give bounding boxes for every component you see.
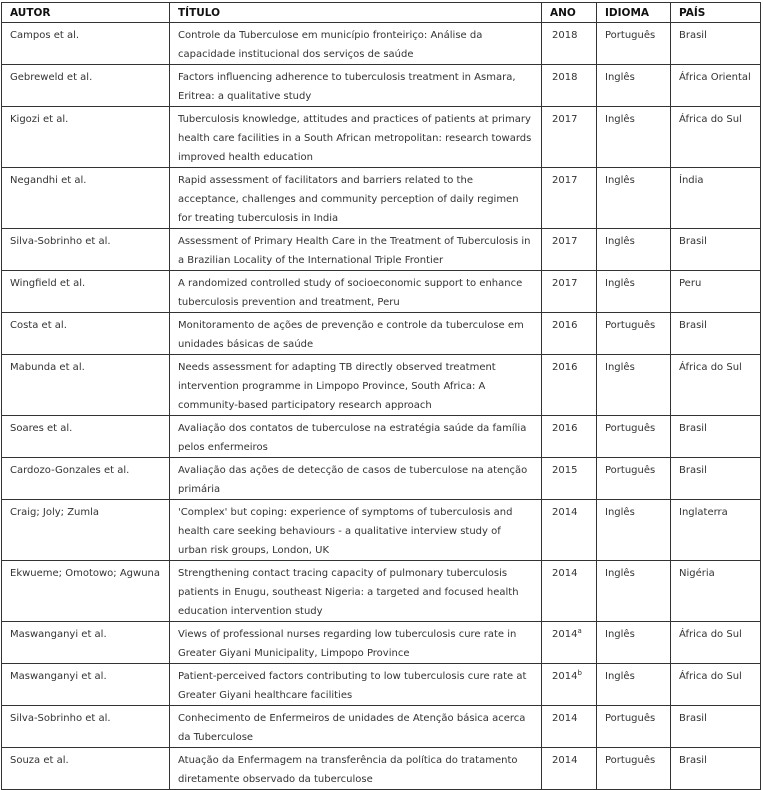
cell-titulo: Monitoramento de ações de prevenção e controle da tuberculose em unidades básicas de saúde: [170, 313, 542, 355]
cell-ano: [542, 500, 597, 561]
cell-titulo: 'Complex' but coping: experience of symptoms of tuberculosis and health care seeking behaviours - a qualitative interview study of urban risk groups, London, UK: [170, 500, 542, 561]
cell-idioma: Português: [597, 313, 671, 355]
cell-pais: Brasil: [671, 748, 761, 790]
cell-ano: [542, 271, 597, 313]
cell-titulo: Tuberculosis knowledge, attitudes and practices of patients at primary health care facilities in a South African metropolitan: research towards improved health education: [170, 107, 542, 168]
year-value: 2014: [552, 507, 578, 518]
table-row: [2, 65, 761, 107]
year-footnote-marker: b: [577, 669, 582, 677]
cell-idioma: Português: [597, 23, 671, 65]
cell-autor: Costa et al.: [2, 313, 170, 355]
table-row: [2, 107, 761, 168]
cell-autor: Ekwueme; Omotowo; Agwuna: [2, 561, 170, 622]
cell-ano: [542, 23, 597, 65]
cell-autor: Negandhi et al.: [2, 168, 170, 229]
cell-idioma: Inglês: [597, 561, 671, 622]
cell-ano: [542, 416, 597, 458]
cell-ano: [542, 561, 597, 622]
table-row: [2, 561, 761, 622]
cell-titulo: Atuação da Enfermagem na transferência da política do tratamento diretamente observado da tuberculose: [170, 748, 542, 790]
cell-idioma: Inglês: [597, 664, 671, 706]
cell-autor: Cardozo-Gonzales et al.: [2, 458, 170, 500]
cell-pais: Brasil: [671, 313, 761, 355]
cell-pais: Brasil: [671, 706, 761, 748]
cell-idioma: Português: [597, 706, 671, 748]
cell-titulo: Views of professional nurses regarding low tuberculosis cure rate in Greater Giyani Municipality, Limpopo Province: [170, 622, 542, 664]
cell-titulo: Controle da Tuberculose em município fronteiriço: Análise da capacidade institucional dos serviços de saúde: [170, 23, 542, 65]
cell-autor: Maswanganyi et al.: [2, 622, 170, 664]
table-row: [2, 23, 761, 65]
year-value: 2015: [552, 465, 578, 476]
table-row: [2, 168, 761, 229]
table-row: [2, 229, 761, 271]
year-value: 2014: [552, 671, 578, 682]
cell-ano: [542, 355, 597, 416]
cell-pais: Inglaterra: [671, 500, 761, 561]
cell-autor: Mabunda et al.: [2, 355, 170, 416]
table-row: [2, 748, 761, 790]
table-row: [2, 622, 761, 664]
cell-idioma: Inglês: [597, 355, 671, 416]
table-row: [2, 664, 761, 706]
cell-ano: [542, 107, 597, 168]
table-row: [2, 500, 761, 561]
header-ano: ANO: [542, 3, 597, 23]
cell-autor: Silva-Sobrinho et al.: [2, 229, 170, 271]
cell-autor: Kigozi et al.: [2, 107, 170, 168]
cell-titulo: Factors influencing adherence to tuberculosis treatment in Asmara, Eritrea: a qualitative study: [170, 65, 542, 107]
cell-ano: [542, 706, 597, 748]
year-value: 2017: [552, 278, 578, 289]
cell-pais: Nigéria: [671, 561, 761, 622]
cell-titulo: Conhecimento de Enfermeiros de unidades de Atenção básica acerca da Tuberculose: [170, 706, 542, 748]
studies-table: [1, 2, 761, 790]
cell-autor: Craig; Joly; Zumla: [2, 500, 170, 561]
cell-pais: África do Sul: [671, 664, 761, 706]
year-value: 2017: [552, 236, 578, 247]
cell-autor: Maswanganyi et al.: [2, 664, 170, 706]
year-value: 2018: [552, 30, 578, 41]
year-value: 2016: [552, 423, 578, 434]
cell-titulo: Avaliação dos contatos de tuberculose na estratégia saúde da família pelos enfermeiros: [170, 416, 542, 458]
year-value: 2014: [552, 568, 578, 579]
cell-idioma: Inglês: [597, 65, 671, 107]
cell-idioma: Inglês: [597, 271, 671, 313]
year-value: 2016: [552, 320, 578, 331]
year-value: 2017: [552, 175, 578, 186]
year-value: 2018: [552, 72, 578, 83]
cell-ano: [542, 313, 597, 355]
table-row: [2, 355, 761, 416]
cell-autor: Soares et al.: [2, 416, 170, 458]
cell-pais: Brasil: [671, 416, 761, 458]
cell-pais: Peru: [671, 271, 761, 313]
table-row: [2, 416, 761, 458]
cell-ano: [542, 622, 597, 664]
year-value: 2016: [552, 362, 578, 373]
year-value: 2014: [552, 629, 578, 640]
cell-ano: [542, 664, 597, 706]
header-idioma: IDIOMA: [597, 3, 671, 23]
cell-titulo: Strengthening contact tracing capacity of pulmonary tuberculosis patients in Enugu, southeast Nigeria: a targeted and focused health education intervention study: [170, 561, 542, 622]
table-row: [2, 458, 761, 500]
year-value: 2017: [552, 114, 578, 125]
cell-idioma: Português: [597, 748, 671, 790]
header-pais: PAÍS: [671, 3, 761, 23]
cell-ano: [542, 229, 597, 271]
cell-titulo: Assessment of Primary Health Care in the Treatment of Tuberculosis in a Brazilian Locality of the International Triple Frontier: [170, 229, 542, 271]
cell-ano: [542, 458, 597, 500]
cell-idioma: Português: [597, 458, 671, 500]
cell-pais: África do Sul: [671, 622, 761, 664]
cell-idioma: Português: [597, 416, 671, 458]
table-row: [2, 271, 761, 313]
cell-titulo: Rapid assessment of facilitators and barriers related to the acceptance, challenges and community perception of daily regimen for treating tuberculosis in India: [170, 168, 542, 229]
cell-titulo: A randomized controlled study of socioeconomic support to enhance tuberculosis prevention and treatment, Peru: [170, 271, 542, 313]
table-row: [2, 313, 761, 355]
cell-autor: Gebreweld et al.: [2, 65, 170, 107]
cell-titulo: Needs assessment for adapting TB directly observed treatment intervention programme in Limpopo Province, South Africa: A community-based participatory research approach: [170, 355, 542, 416]
cell-idioma: Inglês: [597, 168, 671, 229]
cell-idioma: Inglês: [597, 229, 671, 271]
cell-titulo: Avaliação das ações de detecção de casos de tuberculose na atenção primária: [170, 458, 542, 500]
header-titulo: TÍTULO: [170, 3, 542, 23]
cell-autor: Campos et al.: [2, 23, 170, 65]
year-footnote-marker: a: [577, 627, 582, 635]
cell-pais: África do Sul: [671, 355, 761, 416]
cell-pais: África Oriental: [671, 65, 761, 107]
header-autor: AUTOR: [2, 3, 170, 23]
cell-pais: Brasil: [671, 23, 761, 65]
cell-pais: Brasil: [671, 458, 761, 500]
cell-idioma: Inglês: [597, 622, 671, 664]
cell-pais: África do Sul: [671, 107, 761, 168]
cell-autor: Souza et al.: [2, 748, 170, 790]
table-row: [2, 706, 761, 748]
cell-ano: [542, 748, 597, 790]
cell-pais: Brasil: [671, 229, 761, 271]
cell-autor: Wingfield et al.: [2, 271, 170, 313]
cell-autor: Silva-Sobrinho et al.: [2, 706, 170, 748]
cell-titulo: Patient-perceived factors contributing to low tuberculosis cure rate at Greater Giyani healthcare facilities: [170, 664, 542, 706]
cell-ano: [542, 168, 597, 229]
year-value: 2014: [552, 755, 578, 766]
year-value: 2014: [552, 713, 578, 724]
cell-idioma: Inglês: [597, 500, 671, 561]
cell-pais: Índia: [671, 168, 761, 229]
cell-idioma: Inglês: [597, 107, 671, 168]
cell-ano: [542, 65, 597, 107]
table-header-row: [2, 3, 761, 23]
